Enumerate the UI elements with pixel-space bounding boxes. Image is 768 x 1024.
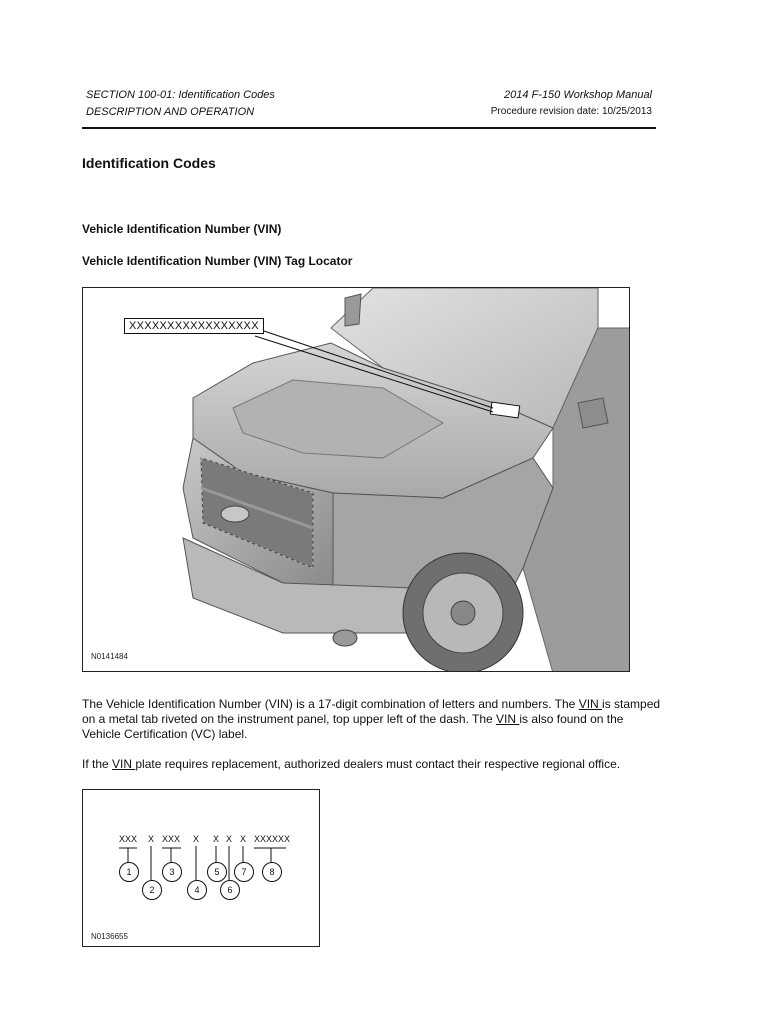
vin-heading: Vehicle Identification Number (VIN) (82, 222, 282, 236)
vin-locator-heading: Vehicle Identification Number (VIN) Tag Locator (82, 254, 353, 268)
vin-segment: X (226, 834, 233, 844)
vin-segment: X (148, 834, 155, 844)
figure-id: N0136655 (91, 932, 128, 941)
callout-circle: 7 (234, 862, 254, 882)
para-text: If the (82, 757, 113, 771)
vin-segment: XXX (119, 834, 138, 844)
header-left (86, 88, 275, 119)
section-title: SECTION 100-01: Identification Codes (86, 89, 275, 101)
vin-callout: XXXXXXXXXXXXXXXXX (124, 318, 264, 334)
callout-circle: 5 (207, 862, 227, 882)
manual-title: 2014 F-150 Workshop Manual (504, 89, 652, 101)
vin-locator-figure (82, 287, 630, 672)
truck-illustration (83, 288, 630, 672)
vin-segment: XXX (162, 834, 181, 844)
para-text: is also found on the Vehicle Certification (VC) label. (82, 712, 624, 741)
vin-description (82, 697, 662, 742)
callout-circle: 6 (220, 880, 240, 900)
revision-date: Procedure revision date: 10/25/2013 (490, 106, 652, 117)
callout-circle: 3 (162, 862, 182, 882)
para-text: is stamped on a metal tab riveted on the instrument panel, top upper left of the dash. The (82, 697, 661, 726)
vin-segment: X (240, 834, 247, 844)
vin-term: VIN (496, 712, 520, 726)
section-subtitle: DESCRIPTION AND OPERATION (86, 106, 255, 118)
para-text: plate requires replacement, authorized dealers must contact their respective regional office. (135, 757, 621, 771)
para-text: The Vehicle Identification Number (VIN) is a 17-digit combination of letters and numbers. The (82, 697, 579, 711)
callout-circle: 8 (262, 862, 282, 882)
header-right (482, 88, 652, 119)
vin-replacement-note (82, 757, 662, 772)
vin-breakdown-figure (82, 789, 320, 947)
figure-id: N0141484 (91, 652, 128, 661)
vin-term: VIN (112, 757, 136, 771)
callout-circle: 1 (119, 862, 139, 882)
callout-circle: 4 (187, 880, 207, 900)
page-title: Identification Codes (82, 155, 216, 171)
header-divider (82, 127, 656, 129)
callout-circle: 2 (142, 880, 162, 900)
vin-term: VIN (578, 697, 603, 711)
vin-segment: X (213, 834, 220, 844)
vin-segment: X (193, 834, 200, 844)
vin-segment: XXXXXX (254, 834, 291, 844)
